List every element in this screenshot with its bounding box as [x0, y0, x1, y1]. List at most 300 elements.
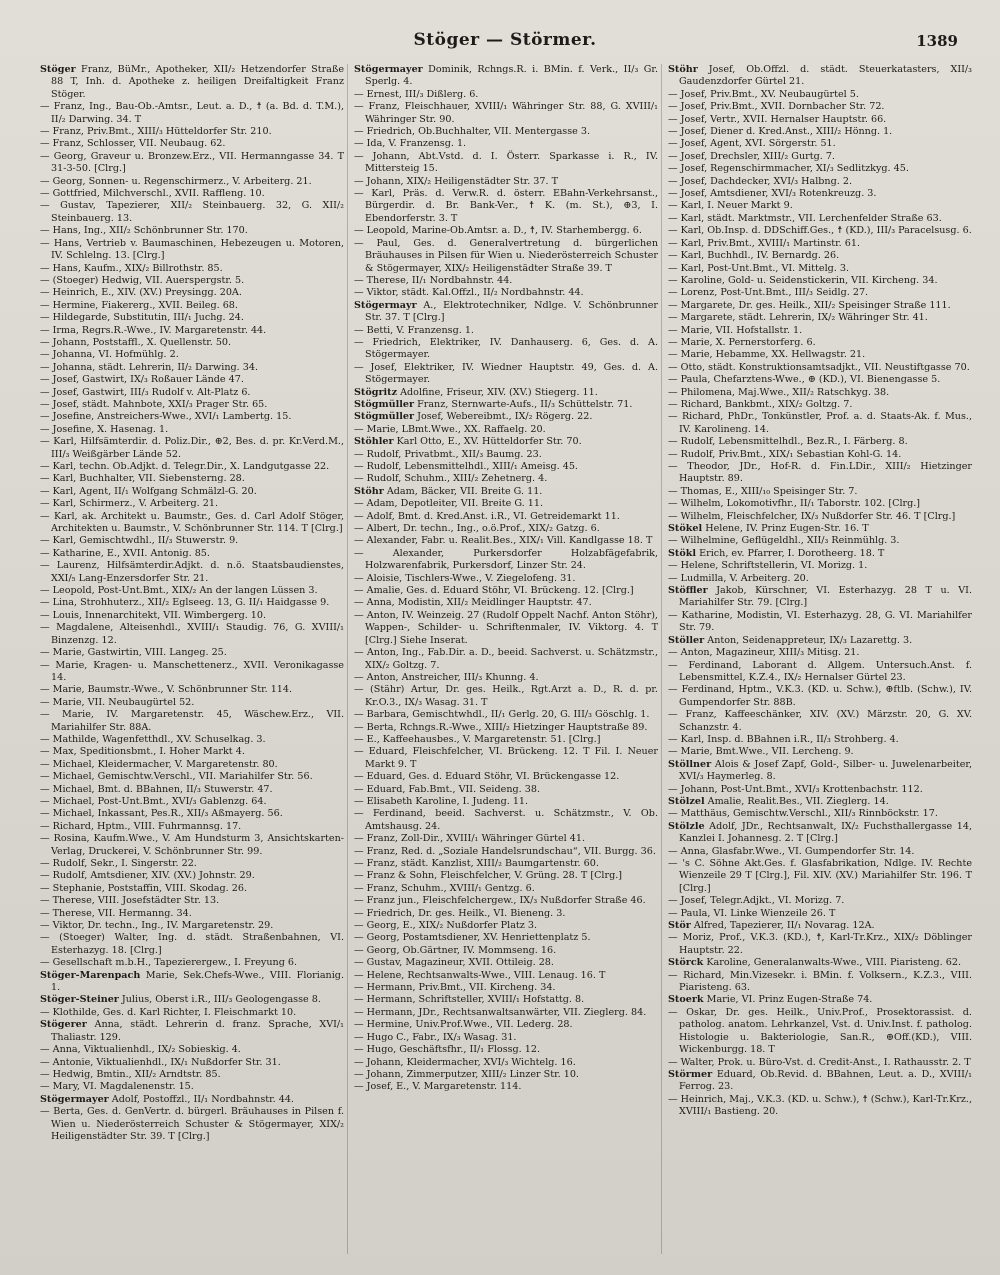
directory-entry: [668, 1057, 972, 1069]
entry-text: — Elisabeth Karoline, I. Judeng. 11.: [354, 795, 529, 807]
directory-entry: [668, 114, 972, 126]
entry-text: — Gustav, Tapezierer, XII/₂ Steinbauerg. 32, G. XII/₂ Steinbauerg. 13.: [40, 200, 344, 224]
entry-text: — Alexander, Fabr. u. Realit.Bes., XIX/₁ Vill. Kandlgasse 18. T: [354, 535, 653, 547]
entry-text: — Betti, V. Franzensg. 1.: [354, 324, 474, 336]
directory-entry: [354, 535, 658, 547]
entry-text: — Josef, Regenschirmmacher, XI/₃ Sedlitzkyg. 45.: [668, 163, 909, 175]
directory-entry: [40, 697, 344, 709]
entry-text: — Johann, XIX/₂ Heiligenstädter Str. 37. T: [354, 175, 559, 187]
entry-text: — Helene, Rechtsanwalts-Wwe., VIII. Lenaug. 16. T: [354, 969, 606, 981]
directory-entry: [40, 387, 344, 399]
entry-text: — Johann, Abt.Vstd. d. I. Österr. Sparkasse i. R., IV. Mittersteig 15.: [354, 150, 658, 175]
directory-entry: [354, 64, 658, 89]
directory-entry: [40, 908, 344, 920]
entry-text: Alfred, Tapezierer, II/₁ Novarag. 12A.: [690, 920, 875, 932]
directory-entry: [668, 238, 972, 250]
entry-text: — Ferdinand, beeid. Sachverst. u. Schätzmstr., V. Ob. Amtshausg. 24.: [354, 808, 658, 832]
entry-surname: Stöller: [668, 634, 705, 646]
directory-entry: [668, 349, 972, 361]
entry-text: — Josef, Telegr.Adjkt., VI. Morizg. 7.: [668, 895, 845, 907]
directory-entry: [40, 188, 344, 200]
entry-text: — Anna, Modistin, XII/₂ Meidlinger Hauptstr. 47.: [354, 597, 592, 609]
entry-text: — Mary, VI. Magdalenenstr. 15.: [40, 1081, 194, 1093]
directory-entry: [40, 138, 344, 150]
directory-entry: [668, 523, 972, 535]
entry-text: — Paula, Chefarztens-Wwe., ⊕ (KD.), VI. Bienengasse 5.: [668, 374, 941, 386]
entry-surname: Stöffler: [668, 585, 708, 597]
entry-text: — Ernest, III/₃ Dißlerg. 6.: [354, 88, 479, 100]
directory-entry: [668, 560, 972, 572]
directory-entry: [40, 771, 344, 783]
entry-surname: Stöhr: [668, 64, 698, 75]
directory-entry: [668, 610, 972, 635]
entry-text: — Eduard, Fab.Bmt., VII. Seideng. 38.: [354, 783, 541, 795]
entry-text: — Karl, Buchhalter, VII. Siebensterng. 28.: [40, 473, 245, 485]
entry-text: — Johann, Zimmerputzer, XIII/₂ Linzer Str. 10.: [354, 1068, 579, 1080]
directory-entry: [354, 746, 658, 771]
entry-text: — Georg, E., XIX/₂ Nußdorfer Platz 3.: [354, 920, 538, 932]
entry-text: — Hans, Kaufm., XIX/₂ Billrothstr. 85.: [40, 262, 223, 274]
directory-entry: [668, 1007, 972, 1057]
directory-entry: [668, 932, 972, 957]
directory-entry: [354, 846, 658, 858]
entry-surname: Stöhler: [354, 436, 394, 448]
entry-text: — Marie, Baumstr.-Wwe., V. Schönbrunner Str. 114.: [40, 684, 293, 696]
entry-surname: Stökl: [668, 547, 697, 559]
entry-text: — Thomas, E., XIII/₁₀ Speisinger Str. 7.: [668, 485, 858, 497]
entry-text: — Klothilde, Ges. d. Karl Richter, I. Fleischmarkt 10.: [40, 1006, 297, 1018]
entry-text: — Marie, VII. Neubaugürtel 52.: [40, 696, 195, 708]
directory-entry: [354, 176, 658, 188]
directory-entry: [668, 176, 972, 188]
directory-entry: [354, 908, 658, 920]
entry-text: — Hermine, Fiakererg., XVII. Beileg. 68.: [40, 299, 238, 311]
entry-text: — Michael, Inkassant, Pes.R., XII/₃ Aßmayerg. 56.: [40, 808, 283, 820]
page-number: 1389: [916, 32, 958, 50]
entry-text: — Paula, VI. Linke Wienzeile 26. T: [668, 907, 836, 919]
directory-entry: [354, 771, 658, 783]
directory-entry: [40, 126, 344, 138]
column-middle: [354, 64, 662, 1254]
entry-text: — Georg, Graveur u. Bronzew.Erz., VII. Hermanngasse 34. T 31-3-50. [Clrg.]: [40, 150, 344, 175]
directory-entry: [40, 287, 344, 299]
directory-entry: [40, 746, 344, 758]
directory-entry: [40, 498, 344, 510]
directory-entry: [354, 982, 658, 994]
entry-text: — Marie, VII. Hofstallstr. 1.: [668, 324, 803, 336]
directory-entry: [354, 994, 658, 1006]
entry-text: — Max, Speditionsbmt., I. Hoher Markt 4.: [40, 746, 245, 758]
directory-entry: [354, 672, 658, 684]
entry-text: A., Elektrotechniker, Ndlge. V. Schönbrunner Str. 37. T [Clrg.]: [365, 299, 658, 324]
directory-entry: [668, 660, 972, 685]
entry-text: — Adam, Depotleiter, VII. Breite G. 11.: [354, 498, 543, 510]
entry-text: — Irma, Regrs.R.-Wwe., IV. Margaretenstr. 44.: [40, 324, 267, 336]
directory-entry: [668, 746, 972, 758]
directory-entry: [354, 523, 658, 535]
page-header: [40, 30, 970, 60]
entry-surname: Stöger: [40, 64, 76, 75]
entry-text: — Franz & Sohn, Fleischfelcher, V. Grüng. 28. T [Clrg.]: [354, 870, 623, 882]
directory-entry: [40, 362, 344, 374]
directory-entry: [668, 374, 972, 386]
entry-text: — Karl, Buchhdl., IV. Bernardg. 26.: [668, 250, 840, 262]
directory-entry: [668, 535, 972, 547]
directory-entry: [40, 374, 344, 386]
directory-entry: [668, 138, 972, 150]
directory-entry: [40, 411, 344, 423]
entry-text: — Therese, II/₁ Nordbahnstr. 44.: [354, 274, 513, 286]
directory-entry: [668, 957, 972, 969]
directory-entry: [354, 1057, 658, 1069]
entry-text: Karl Otto, E., XV. Hütteldorfer Str. 70.: [393, 436, 582, 448]
directory-entry: [354, 970, 658, 982]
entry-text: — Josef, Elektriker, IV. Wiedner Hauptstr. 49, Ges. d. A. Stögermayer.: [354, 361, 658, 386]
entry-text: Julius, Oberst i.R., III/₃ Geologengasse 8.: [118, 994, 321, 1006]
directory-entry: [40, 1044, 344, 1056]
entry-text: — Adolf, Bmt. d. Kred.Anst. i.R., VI. Getreidemarkt 11.: [354, 510, 620, 522]
entry-text: — Ferdinand, Hptm., V.K.3. (KD. u. Schw.), ⊕ftlb. (Schw.), IV. Gumpendorfer Str. 88B.: [668, 684, 972, 708]
entry-text: — Rudolf, Privatbmt., XII/₃ Baumg. 23.: [354, 448, 542, 460]
directory-entry: [668, 784, 972, 796]
entry-text: — Franz, Schlosser, VII. Neubaug. 62.: [40, 138, 226, 150]
entry-surname: Stöllner: [668, 758, 712, 770]
entry-text: — Margarete, städt. Lehrerin, IX/₂ Währinger Str. 41.: [668, 312, 928, 324]
directory-entry: [40, 610, 344, 622]
entry-text: — Amalie, Ges. d. Eduard Stöhr, VI. Brückeng. 12. [Clrg.]: [354, 585, 634, 597]
directory-entry: [668, 362, 972, 374]
directory-entry: [40, 660, 344, 685]
entry-text: — Georg, Sonnen- u. Regenschirmerz., V. Arbeiterg. 21.: [40, 175, 312, 187]
entry-text: — Wilhelm, Fleischfelcher, IX/₃ Nußdorfer Str. 46. T [Clrg.]: [668, 510, 956, 522]
entry-text: — Paul, Ges. d. Generalvertretung d. bürgerlichen Bräuhauses in Pilsen für Wien u. Niederösterreich Schuster & Stögermayer, XIX/₂ Heiligenstädter Straße 39. T: [354, 237, 658, 274]
entry-text: — Karl, Agent, II/₁ Wolfgang Schmälzl-G. 20.: [40, 485, 257, 497]
directory-entry: [354, 449, 658, 461]
entry-text: — Eduard, Ges. d. Eduard Stöhr, VI. Brückengasse 12.: [354, 771, 620, 783]
directory-entry: [354, 1032, 658, 1044]
entry-text: — Hermann, Schriftsteller, XVIII/₁ Hofstattg. 8.: [354, 994, 585, 1006]
directory-entry: [668, 188, 972, 200]
entry-surname: Störmer: [668, 1068, 713, 1080]
entry-text: — Johann, Kleidermacher, XVI/₃ Wichtelg. 16.: [354, 1056, 576, 1068]
directory-entry: [668, 920, 972, 932]
entry-text: Franz, Sternwarte-Aufs., II/₃ Schüttelstr. 71.: [414, 398, 633, 410]
directory-entry: [668, 1069, 972, 1094]
entry-text: — Karl, Gemischtwdhl., II/₃ Stuwerstr. 9.: [40, 535, 239, 547]
directory-entry: [668, 759, 972, 784]
entry-text: — Wilhelm, Lokomotivfhr., II/₁ Taborstr. 102. [Clrg.]: [668, 498, 921, 510]
entry-surname: Stoerk: [668, 994, 704, 1006]
entry-text: — Marie, X. Pernerstorferg. 6.: [668, 336, 816, 348]
entry-text: — Barbara, Gemischtwhdl., II/₁ Gerlg. 20, G. III/₃ Göschlg. 1.: [354, 709, 650, 721]
entry-text: Dominik, Rchngs.R. i. BMin. f. Verk., II/₃ Gr. Sperlg. 4.: [365, 64, 658, 88]
directory-entry: [40, 684, 344, 696]
entry-text: — Aloisie, Tischlers-Wwe., V. Ziegelofeng. 31.: [354, 572, 576, 584]
directory-entry: [40, 399, 344, 411]
directory-entry: [40, 151, 344, 176]
entry-text: Marie, Sek.Chefs-Wwe., VIII. Florianig. 1.: [51, 969, 344, 994]
entry-text: — Stephanie, Poststaffin, VIII. Skodag. 26.: [40, 882, 248, 894]
entry-text: — Ida, V. Franzensg. 1.: [354, 138, 467, 150]
entry-text: — Marie, IV. Margaretenstr. 45, Wäschew.Erz., VII. Mariahilfer Str. 88A.: [40, 709, 344, 733]
directory-entry: [40, 511, 344, 536]
directory-entry: [668, 908, 972, 920]
directory-entry: [354, 188, 658, 225]
entry-text: — Richard, Min.Vizesekr. i. BMin. f. Volksern., K.Z.3., VIII. Piaristeng. 63.: [668, 969, 972, 994]
directory-entry: [354, 957, 658, 969]
directory-entry: [668, 684, 972, 709]
entry-text: — Berta, Ges. d. GenVertr. d. bürgerl. Bräuhauses in Pilsen f. Wien u. Niederösterreich Schuster & Stögermayer, XIX/₂ Heiligenstädter Str. 39. T [Clrg.]: [40, 1106, 344, 1142]
entry-text: — Therese, VIII. Josefstädter Str. 13.: [40, 895, 220, 907]
entry-text: — Albert, Dr. techn., Ing., o.ö.Prof., XIX/₂ Gatzg. 6.: [354, 523, 600, 535]
directory-entry: [354, 808, 658, 833]
entry-text: — Margarete, Dr. ges. Heilk., XII/₂ Speisinger Straße 111.: [668, 299, 951, 311]
directory-entry: [40, 821, 344, 833]
entry-text: — Louis, Innenarchitekt, VII. Wimbergerg. 10.: [40, 609, 267, 621]
entry-surname: Stölzle: [668, 820, 705, 832]
entry-text: — Josefine, X. Hasenag. 1.: [40, 423, 169, 435]
entry-text: — Hedwig, Bmtin., XII/₂ Arndtstr. 85.: [40, 1068, 221, 1080]
entry-text: — Hermann, Priv.Bmt., VII. Kircheng. 34.: [354, 982, 556, 994]
directory-entry: [40, 957, 344, 969]
entry-text: — Magdalene, Alteisenhdl., XVIII/₁ Staudig. 76, G. XVIII/₁ Binzenzg. 12.: [40, 622, 344, 646]
directory-entry: [354, 300, 658, 325]
directory-entry: [354, 870, 658, 882]
entry-text: — Franz, Ing., Bau-Ob.-Amtsr., Leut. a. D., ☨ (a. Bd. d. T.M.), II/₂ Darwing. 34. T: [40, 101, 344, 125]
entry-text: — Hugo, Geschäftsfhr., II/₁ Flossg. 12.: [354, 1044, 541, 1056]
entry-surname: Stögermayr: [354, 299, 417, 311]
entry-text: Anna, städt. Lehrerin d. franz. Sprache, XVI/₁ Thaliastr. 129.: [51, 1019, 344, 1043]
directory-entry: [354, 722, 658, 734]
directory-entry: [354, 151, 658, 176]
entry-text: — Franz, Schuhm., XVIII/₁ Gentzg. 6.: [354, 882, 535, 894]
entry-text: — Alexander, Purkersdorfer Holzabfägefabrik, Holzwarenfabrik, Purkersdorf, Linzer Str. 24.: [354, 547, 658, 572]
entry-text: — Josefine, Anstreichers-Wwe., XVI/₁ Lambertg. 15.: [40, 411, 292, 423]
directory-entry: [354, 1007, 658, 1019]
directory-entry: [354, 275, 658, 287]
entry-surname: Stögerer: [40, 1019, 87, 1031]
directory-entry: [668, 647, 972, 659]
entry-text: — Johann, Poststaffl., X. Quellenstr. 50.: [40, 336, 232, 348]
entry-text: Adolf, JDr., Rechtsanwalt, IX/₂ Fuchsthallergasse 14, Kanzlei I. Johannesg. 2. T [Clrg.]: [679, 820, 972, 845]
entry-text: — Helene, Schriftstellerin, VI. Morizg. 1.: [668, 560, 868, 572]
directory-entry: [354, 1019, 658, 1031]
entry-text: — Gustav, Magazineur, XVII. Ottileig. 28.: [354, 957, 554, 969]
entry-text: Josef, Ob.Offzl. d. städt. Steuerkatasters, XII/₃ Gaudenzdorfer Gürtel 21.: [679, 64, 972, 88]
entry-text: Adam, Bäcker, VII. Breite G. 11.: [383, 485, 543, 497]
entry-text: — Hildegarde, Substitutin, III/₁ Juchg. 24.: [40, 312, 244, 324]
entry-text: — Gottfried, Milchverschl., XVII. Raffleng. 10.: [40, 188, 265, 200]
directory-entry: [668, 573, 972, 585]
directory-entry: [354, 709, 658, 721]
entry-text: — Johann, Post-Unt.Bmt., XVI/₃ Krottenbachstr. 112.: [668, 783, 923, 795]
entry-text: — Richard, Bankbmt., XIX/₂ Goltzg. 7.: [668, 398, 853, 410]
directory-entry: [40, 101, 344, 126]
entry-text: — Heinrich, Maj., V.K.3. (KD. u. Schw.), ☨ (Schw.), Karl-Tr.Krz., XVIII/₁ Bastieng. 20.: [668, 1093, 972, 1118]
entry-text: — Heinrich, E., XIV. (XV.) Preysingg. 20A.: [40, 287, 242, 299]
entry-text: Marie, VI. Prinz Eugen-Straße 74.: [703, 994, 873, 1006]
directory-entry: [668, 821, 972, 846]
entry-text: — Franz, Kaffeeschänker, XIV. (XV.) Märzstr. 20, G. XV. Schanzstr. 4.: [668, 709, 972, 733]
directory-entry: [668, 858, 972, 895]
directory-entry: [354, 461, 658, 473]
directory-entry: [668, 312, 972, 324]
entry-text: — Josef, Vertr., XVII. Hernalser Hauptstr. 66.: [668, 113, 887, 125]
entry-text: — Karoline, Gold- u. Seidenstickerin, VII. Kircheng. 34.: [668, 274, 938, 286]
entry-text: — Antonie, Viktualienhdl., IX/₁ Nußdorfer Str. 31.: [40, 1056, 281, 1068]
directory-entry: [668, 163, 972, 175]
directory-entry: [354, 895, 658, 907]
directory-entry: [40, 1081, 344, 1093]
directory-entry: [668, 970, 972, 995]
column-left: [40, 64, 348, 1254]
entry-text: — Michael, Kleidermacher, V. Margaretenstr. 80.: [40, 758, 278, 770]
directory-entry: [40, 585, 344, 597]
entry-surname: Stögermayer: [40, 1093, 109, 1105]
directory-entry: [40, 1057, 344, 1069]
directory-entry: [40, 597, 344, 609]
entry-text: — Josef, städt. Mahnbote, XXI/₃ Prager Str. 65.: [40, 398, 268, 410]
directory-entry: [354, 1044, 658, 1056]
entry-text: — Karl, techn. Ob.Adjkt. d. Telegr.Dir., X. Landgutgasse 22.: [40, 461, 330, 472]
directory-entry: [40, 970, 344, 995]
directory-entry: [40, 1094, 344, 1106]
entry-text: — Franz, Zoll-Dir., XVIII/₁ Währinger Gürtel 41.: [354, 833, 586, 845]
entry-text: — Anna, Viktualienhdl., IX/₂ Sobieskig. 4.: [40, 1044, 241, 1056]
directory-entry: [668, 486, 972, 498]
entry-text: — Lorenz, Post-Unt.Bmt., III/₃ Seidlg. 27.: [668, 287, 869, 299]
entry-text: — Josef, Priv.Bmt., XV. Neubaugürtel 5.: [668, 88, 859, 100]
directory-entry: [40, 176, 344, 188]
entry-text: Amalie, Realit.Bes., VII. Zieglerg. 14.: [704, 795, 889, 807]
directory-entry: [354, 945, 658, 957]
directory-entry: [354, 647, 658, 672]
entry-text: — Johanna, städt. Lehrerin, II/₂ Darwing. 34.: [40, 361, 259, 373]
entry-text: — Friedrich, Ob.Buchhalter, VII. Mentergasse 3.: [354, 126, 591, 138]
entry-text: — Hermann, JDr., Rechtsanwaltsanwärter, VII. Zieglerg. 84.: [354, 1006, 647, 1018]
entry-text: — Franz, städt. Kanzlist, XIII/₂ Baumgartenstr. 60.: [354, 858, 599, 869]
entry-text: — Hugo C., Fabr., IX/₃ Wasag. 31.: [354, 1031, 517, 1043]
entry-text: — Karl, Ob.Insp. d. DDSchiff.Ges., ☨ (KD.), III/₃ Paracelsusg. 6.: [668, 225, 972, 237]
entry-text: — Hans, Vertrieb v. Baumaschinen, Hebezeugen u. Motoren, IV. Schlelng. 13. [Clrg.]: [40, 237, 344, 262]
directory-entry: [354, 932, 658, 944]
directory-entry: [40, 870, 344, 882]
entry-text: — Otto, städt. Konstruktionsamtsadjkt., VII. Neustiftgasse 70.: [668, 361, 970, 373]
directory-entry: [354, 597, 658, 609]
directory-entry: [40, 994, 344, 1006]
entry-text: — (Stähr) Artur, Dr. ges. Heilk., Rgt.Arzt a. D., R. d. pr. Kr.O.3., IX/₃ Wasag. 31. T: [354, 684, 658, 708]
entry-surname: Störck: [668, 957, 704, 969]
entry-text: Anton, Seidenappreteur, IX/₃ Lazarettg. 3.: [704, 634, 913, 646]
entry-text: — Rosina, Kaufm.Wwe., V. Am Hundsturm 3, Ansichtskarten-Verlag, Druckerei, V. Schönbrunner Str. 99.: [40, 833, 344, 857]
directory-entry: [668, 808, 972, 820]
entry-text: — Franz, Red. d. „Soziale Handelsrundschau“, VII. Burgg. 36.: [354, 845, 656, 857]
directory-entry: [40, 1007, 344, 1019]
entry-text: — Josef, Amtsdiener, XVI/₃ Rotenkreuzg. 3.: [668, 188, 877, 200]
entry-text: — Katharine, Modistin, VI. Esterhazyg. 28, G. VI. Mariahilfer Str. 79.: [668, 609, 972, 634]
directory-entry: [668, 498, 972, 510]
directory-entry: [668, 585, 972, 610]
directory-entry: [354, 858, 658, 870]
directory-entry: [354, 436, 658, 448]
entry-text: — Katharine, E., XVII. Antonig. 85.: [40, 547, 210, 559]
directory-entry: [40, 225, 344, 237]
directory-entry: [40, 263, 344, 275]
directory-entry: [668, 895, 972, 907]
entry-surname: Stögmüller: [354, 398, 415, 410]
entry-text: — Karl, ak. Architekt u. Baumstr., Ges. d. Carl Adolf Stöger, Architekten u. Baumstr., V. Schönbrunner Str. 114. T [Clrg.]: [40, 510, 344, 535]
entry-text: — Anton, Ing., Fab.Dir. a. D., beeid. Sachverst. u. Schätzmstr., XIX/₂ Goltzg. 7.: [354, 647, 658, 671]
directory-entry: [354, 126, 658, 138]
directory-entry: [668, 151, 972, 163]
directory-entry: [668, 64, 972, 89]
directory-entry: [40, 709, 344, 734]
directory-entry: [354, 548, 658, 573]
directory-entry: [354, 498, 658, 510]
entry-text: — Franz, Fleischhauer, XVIII/₁ Währinger Str. 88, G. XVIII/₁ Währinger Str. 90.: [354, 101, 658, 125]
directory-entry: [668, 734, 972, 746]
entry-text: — Ludmilla, V. Arbeiterg. 20.: [668, 572, 809, 584]
entry-text: — Marie, Bmt.Wwe., VII. Lercheng. 9.: [668, 746, 854, 758]
directory-entry: [354, 399, 658, 411]
directory-entry: [40, 932, 344, 957]
entry-surname: Stögmüller: [354, 411, 415, 423]
directory-entry: [40, 200, 344, 225]
entry-text: — Karl, Hilfsämterdir. d. Poliz.Dir., ⊕2, Bes. d. pr. Kr.Verd.M., III/₃ Weißgärber Lände 52.: [40, 436, 344, 460]
entry-text: — Philomena, Maj.Wwe., XII/₂ Ratschkyg. 38.: [668, 386, 890, 398]
entry-text: — Hermine, Univ.Prof.Wwe., VII. Lederg. 28.: [354, 1019, 573, 1031]
entry-text: Alois & Josef Zapf, Gold-, Silber- u. Juwelenarbeiter, XVI/₃ Haymerleg. 8.: [679, 758, 972, 783]
entry-text: — Josef, Diener d. Kred.Anst., XIII/₂ Hönng. 1.: [668, 126, 893, 138]
directory-entry: [668, 449, 972, 461]
directory-entry: [354, 411, 658, 423]
entry-surname: Stögritz: [354, 386, 398, 398]
entry-text: — Richard, PhDr., Tonkünstler, Prof. a. d. Staats-Ak. f. Mus., IV. Karolineng. 14.: [668, 411, 972, 435]
entry-columns: [40, 64, 975, 1254]
directory-entry: [40, 759, 344, 771]
entry-text: — Viktor, städt. Kal.Offzl., II/₂ Nordbahnstr. 44.: [354, 287, 584, 299]
directory-entry: [668, 399, 972, 411]
entry-text: — Rudolf, Lebensmittelhdl., XIII/₁ Ameisg. 45.: [354, 461, 578, 472]
directory-entry: [668, 300, 972, 312]
entry-text: — Hans, Ing., XII/₂ Schönbrunner Str. 170.: [40, 225, 248, 237]
directory-entry: [668, 101, 972, 113]
entry-text: — Friedrich, Elektriker, IV. Danhauserg. 6, Ges. d. A. Stögermayer.: [354, 336, 658, 361]
directory-entry: [40, 473, 344, 485]
entry-text: — Georg, Ob.Gärtner, IV. Mommseng. 16.: [354, 944, 557, 956]
entry-text: — Karl, Priv.Bmt., XVIII/₁ Martinstr. 61.: [668, 237, 861, 249]
directory-entry: [40, 808, 344, 820]
entry-text: Franz, BüMr., Apotheker, XII/₂ Hetzendorfer Straße 88 T, Inh. d. Apotheke z. heiligen Dreifaltigkeit Franz Stöger.: [51, 64, 344, 100]
page-title: Stöger — Störmer.: [413, 30, 597, 50]
entry-text: Erich, ev. Pfarrer, I. Dorotheerg. 18. T: [696, 547, 885, 559]
directory-entry: [40, 560, 344, 585]
directory-entry: [40, 833, 344, 858]
directory-entry: [668, 325, 972, 337]
entry-text: — Walter, Prok. u. Büro-Vst. d. Credit-Anst., I. Rathausstr. 2. T: [668, 1056, 971, 1068]
entry-text: Eduard, Ob.Revid. d. BBahnen, Leut. a. D., XVIII/₁ Ferrog. 23.: [679, 1068, 972, 1093]
directory-entry: [354, 225, 658, 237]
directory-entry: [354, 238, 658, 275]
directory-entry: [354, 511, 658, 523]
directory-entry: [668, 89, 972, 101]
entry-text: — (Stoeger) Walter, Ing. d. städt. Straßenbahnen, VI. Esterhazyg. 18. [Clrg.]: [40, 932, 344, 956]
entry-text: — Rudolf, Sekr., I. Singerstr. 22.: [40, 858, 197, 869]
directory-entry: [40, 858, 344, 870]
entry-text: — Franz, Priv.Bmt., XIII/₃ Hütteldorfer Str. 210.: [40, 126, 272, 138]
directory-entry: [354, 325, 658, 337]
directory-entry: [40, 734, 344, 746]
